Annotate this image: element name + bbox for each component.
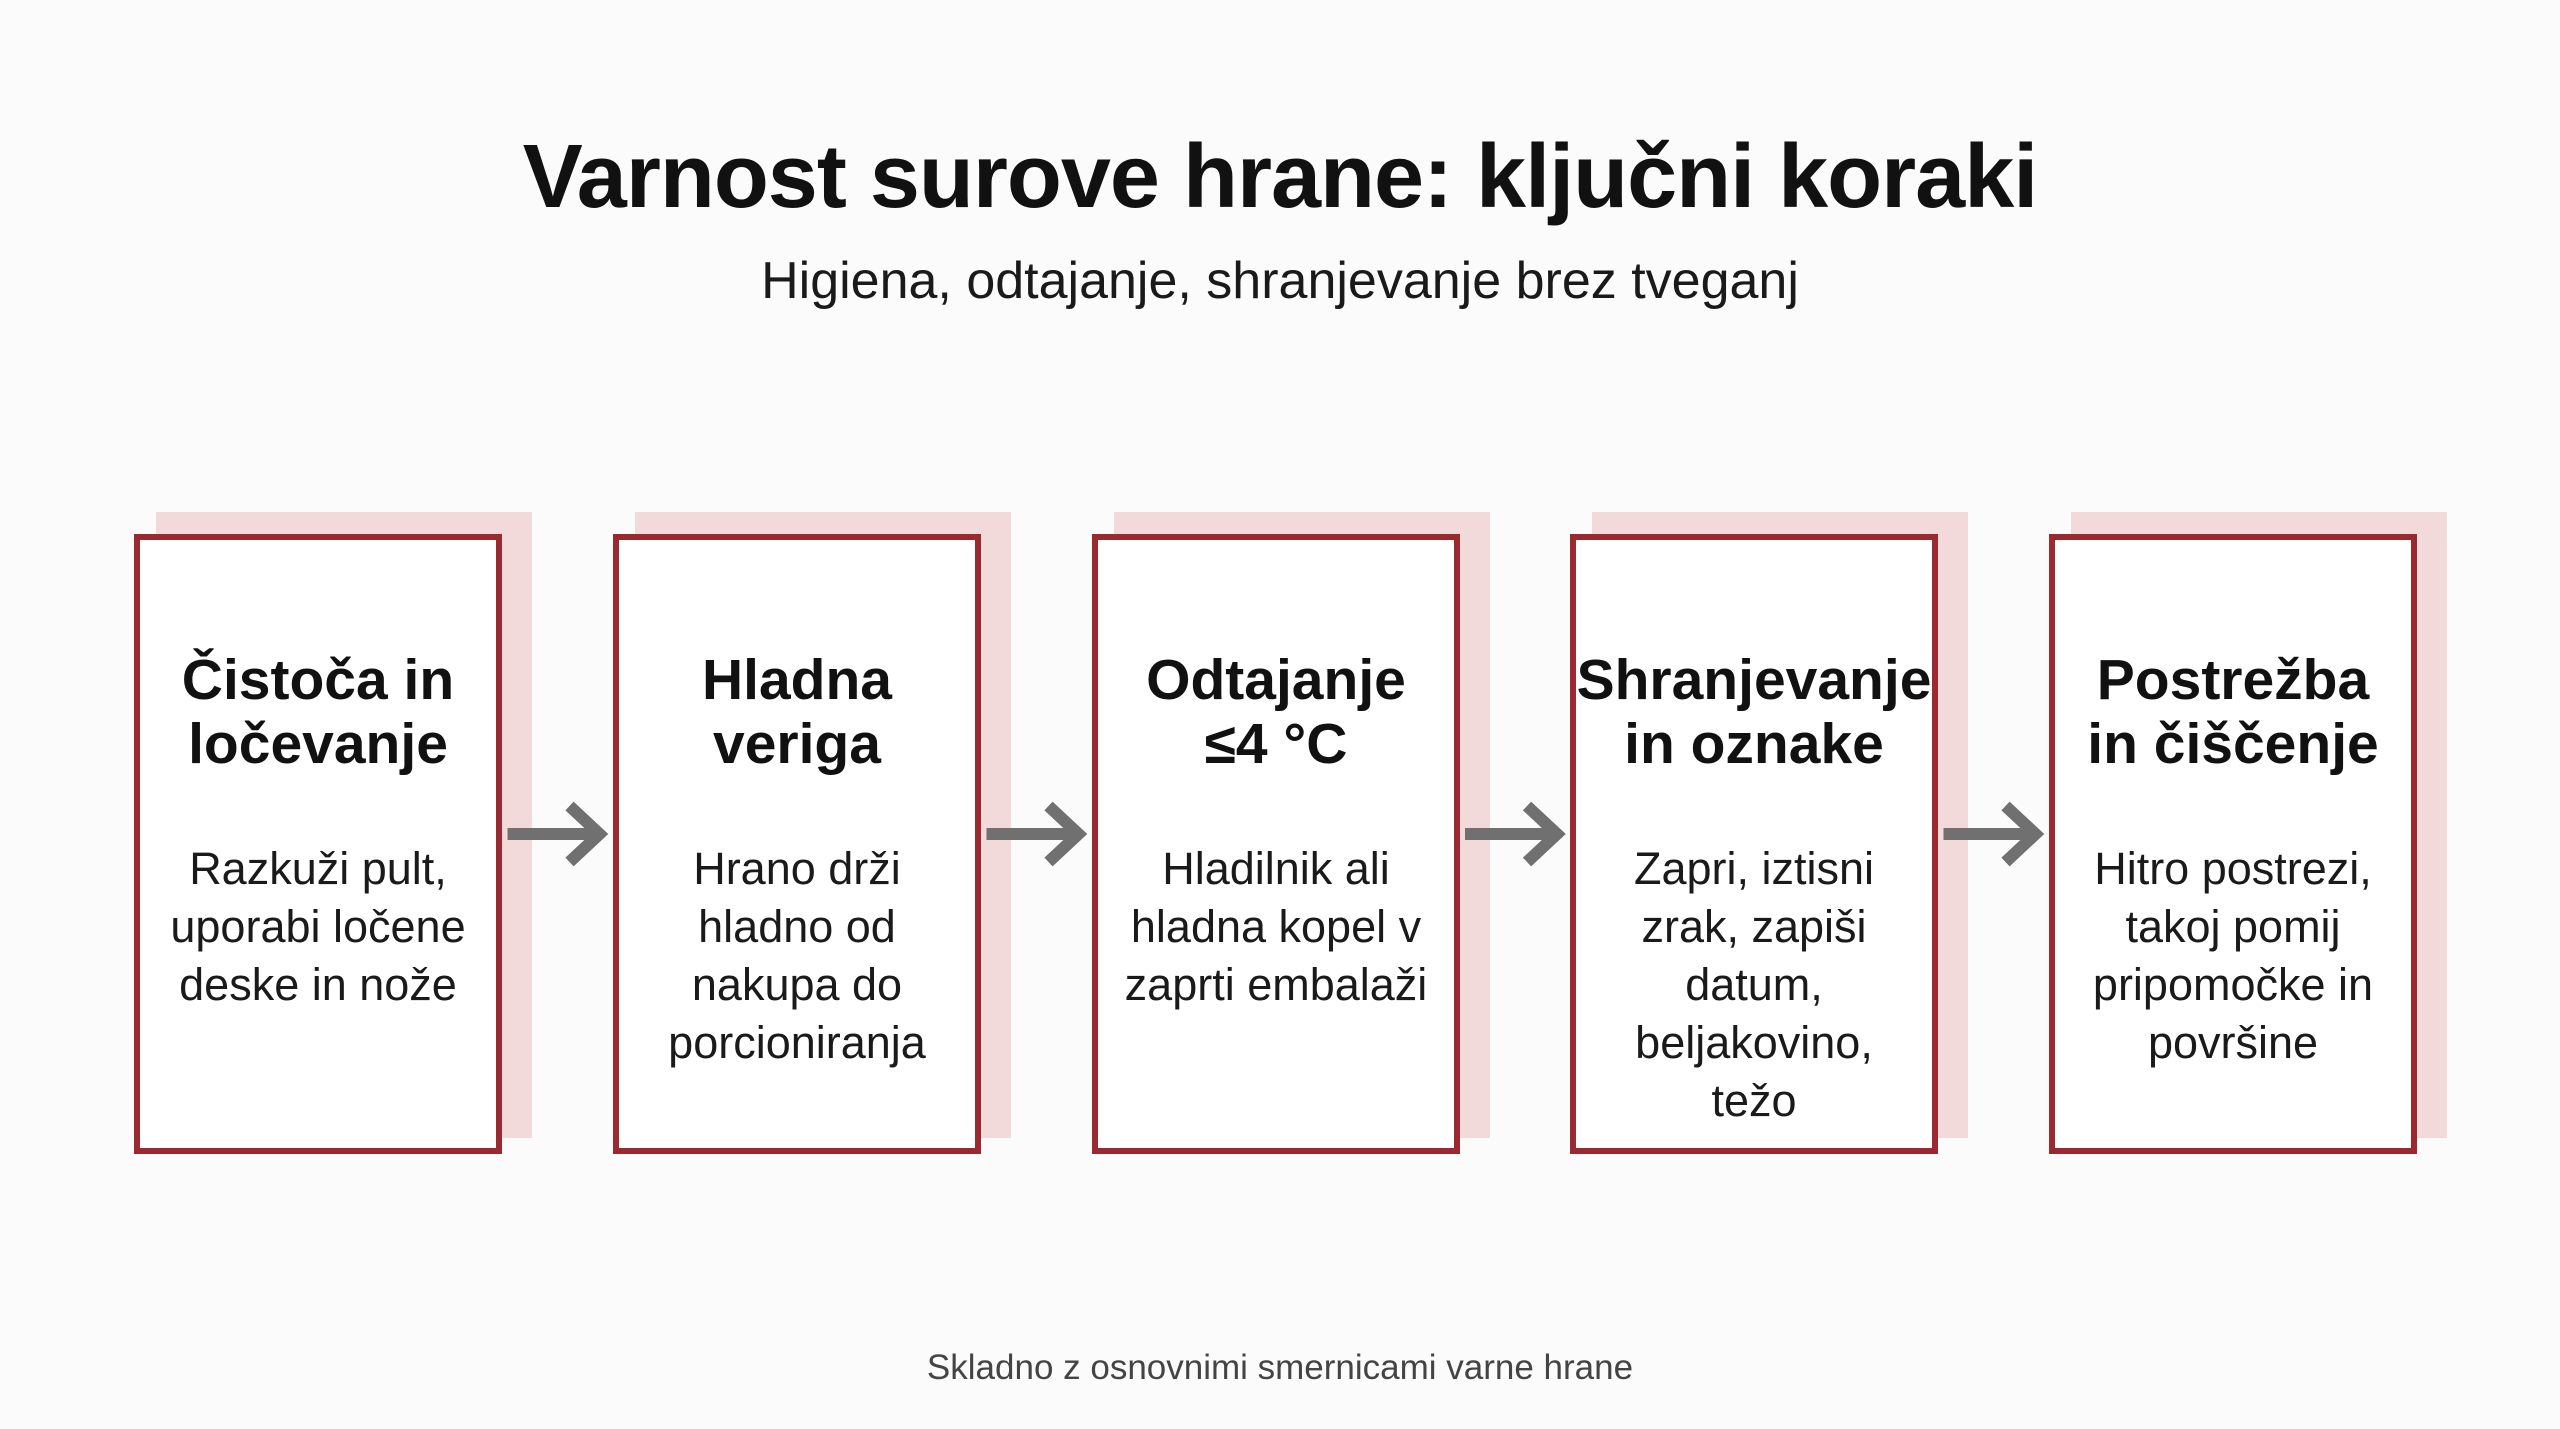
step-title-line: Čistoča in	[181, 648, 455, 712]
step-description-line: zaprti embalaži	[1124, 959, 1428, 1010]
step-description-line: hladno od	[698, 901, 896, 952]
step-description	[633, 840, 961, 1072]
step-title-line: in čiščenje	[2087, 712, 2379, 776]
step-title	[1576, 648, 1932, 776]
step-description	[154, 840, 482, 1014]
step-description-line: deske in nože	[179, 959, 457, 1010]
step-description-line: hladna kopel v	[1130, 901, 1422, 952]
step-title	[1098, 648, 1454, 776]
step-title	[140, 648, 496, 776]
step-card-5	[2049, 534, 2417, 1154]
step-description-line: površine	[2147, 1017, 2319, 1068]
step-description-line: zrak, zapiši	[1641, 901, 1867, 952]
step-title-line: ≤4 °C	[1204, 712, 1348, 776]
step-description-line: Zapri, iztisni	[1633, 843, 1875, 894]
arrow-right-icon	[1934, 798, 2053, 870]
step-card-2	[613, 534, 981, 1154]
step-description-line: težo	[1711, 1075, 1797, 1126]
step-title	[2055, 648, 2411, 776]
step-description	[1590, 840, 1918, 1130]
arrow-right-icon	[1456, 798, 1574, 870]
page-subtitle: Higiena, odtajanje, shranjevanje brez tveganj	[761, 252, 1799, 310]
step-description	[2069, 840, 2397, 1072]
step-description-line: Hladilnik ali	[1162, 843, 1390, 894]
step-description-line: Hrano drži	[693, 843, 901, 894]
step-description-line: Hitro postrezi,	[2094, 843, 2372, 894]
step-title	[619, 648, 975, 776]
step-title-line: in oznake	[1624, 712, 1884, 776]
page-title: Varnost surove hrane: ključni koraki	[522, 127, 2038, 227]
footer-note: Skladno z osnovnimi smernicami varne hrane	[926, 1348, 1634, 1387]
step-title-line: ločevanje	[188, 712, 448, 776]
step-description-line: takoj pomij	[2125, 901, 2341, 952]
step-description	[1112, 840, 1440, 1014]
step-card-4	[1570, 534, 1938, 1154]
step-card-3	[1092, 534, 1460, 1154]
step-title-line: Hladna	[701, 648, 893, 712]
arrow-right-icon	[498, 798, 617, 870]
arrow-right-icon	[977, 798, 1096, 870]
step-description-line: pripomočke in	[2092, 959, 2374, 1010]
step-title-line: veriga	[713, 712, 881, 776]
step-title-line: Postrežba	[2096, 648, 2370, 712]
step-title-line: Shranjevanje	[1576, 648, 1932, 712]
step-description-line: beljakovino,	[1635, 1017, 1873, 1068]
step-description-line: nakupa do	[691, 959, 903, 1010]
step-description-line: porcioniranja	[668, 1017, 926, 1068]
step-description-line: uporabi ločene	[170, 901, 466, 952]
step-description-line: datum,	[1685, 959, 1823, 1010]
step-card-1	[134, 534, 502, 1154]
step-description-line: Razkuži pult,	[189, 843, 447, 894]
step-title-line: Odtajanje	[1146, 648, 1406, 712]
